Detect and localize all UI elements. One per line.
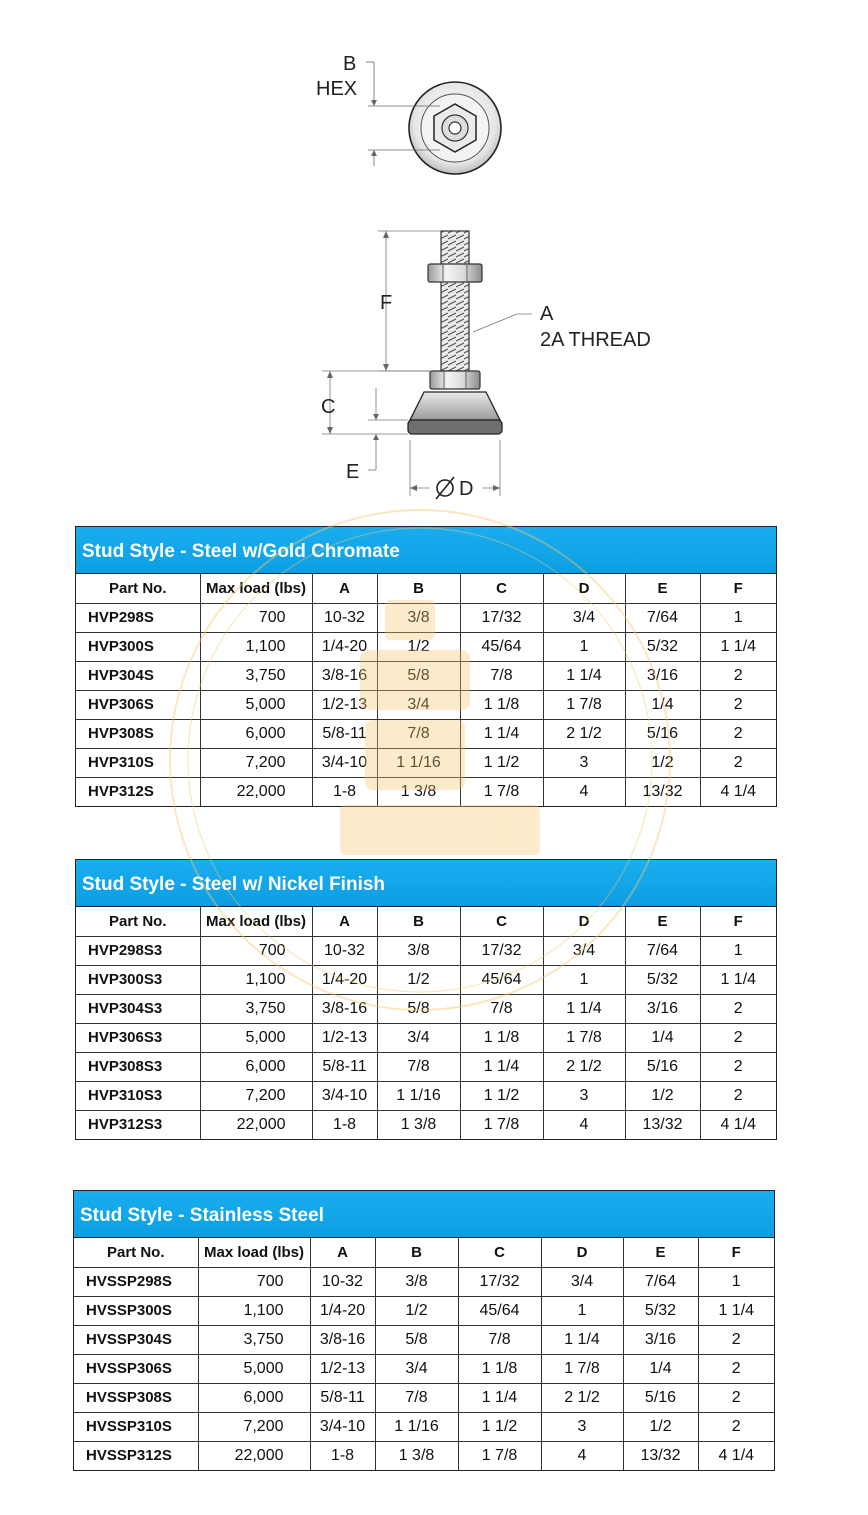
spec-cell: 1-8 [312, 1110, 377, 1139]
spec-table-gold-chromate [75, 526, 777, 807]
table-row [76, 936, 776, 965]
table-row [74, 1383, 774, 1412]
spec-cell: 1 1/4 [460, 1052, 543, 1081]
spec-cell: 17/32 [460, 603, 543, 632]
spec-cell: 7,200 [200, 748, 312, 777]
table-row [76, 1023, 776, 1052]
spec-cell: 4 1/4 [718, 1446, 755, 1464]
table-row [74, 1325, 774, 1354]
spec-cell: 3/4-10 [312, 748, 377, 777]
spec-cell: 1/4 [623, 1354, 698, 1383]
table-row [76, 965, 776, 994]
spec-cell: 1 1/16 [375, 1412, 458, 1441]
spec-cell: 6,000 [198, 1383, 310, 1412]
col-header: B [377, 574, 460, 603]
spec-cell: 3/4-10 [310, 1412, 375, 1441]
top-view [366, 62, 501, 174]
dim-label-hex: HEX [316, 78, 358, 100]
header-row [76, 907, 776, 936]
spec-table-nickel-finish [75, 859, 777, 1140]
spec-cell: 2 [698, 1354, 774, 1383]
spec-table-stainless-steel [73, 1190, 775, 1471]
table-row [74, 1441, 774, 1470]
spec-cell: 1 7/8 [543, 690, 625, 719]
col-header: F [700, 907, 776, 936]
spec-cell: 2 [700, 661, 776, 690]
spec-cell: 7,200 [198, 1412, 310, 1441]
col-header: Max load (lbs) [200, 574, 312, 603]
spec-cell: 1/2-13 [312, 690, 377, 719]
spec-cell: 4 [543, 1110, 625, 1139]
part-number-cell: HVP306S3 [76, 1023, 200, 1052]
table-row [76, 1081, 776, 1110]
spec-cell: 1 1/8 [460, 1023, 543, 1052]
spec-cell: 2 [700, 994, 776, 1023]
spec-cell: 1 1/8 [460, 690, 543, 719]
spec-grid [76, 907, 776, 1139]
spec-cell: 1 1/4 [541, 1325, 623, 1354]
part-number-cell: HVP300S [76, 632, 200, 661]
table-row [76, 994, 776, 1023]
table-row [76, 719, 776, 748]
header-row [76, 574, 776, 603]
col-header: E [625, 574, 700, 603]
spec-cell: 3/8-16 [310, 1325, 375, 1354]
spec-cell: 3 [541, 1412, 623, 1441]
spec-cell: 700 [198, 1267, 310, 1296]
table-row [74, 1267, 774, 1296]
spec-cell: 10-32 [310, 1267, 375, 1296]
part-number-cell: HVSSP306S [74, 1354, 198, 1383]
spec-cell: 7/64 [625, 936, 700, 965]
col-header: C [458, 1238, 541, 1267]
table-row [74, 1296, 774, 1325]
col-header: E [625, 907, 700, 936]
spec-cell: 1/2 [625, 1081, 700, 1110]
col-header: E [623, 1238, 698, 1267]
spec-cell: 3/4-10 [312, 1081, 377, 1110]
spec-cell: 1/4-20 [310, 1296, 375, 1325]
spec-cell: 1 [543, 965, 625, 994]
spec-cell: 3,750 [198, 1325, 310, 1354]
spec-cell: 6,000 [200, 1052, 312, 1081]
spec-cell: 2 1/2 [543, 719, 625, 748]
part-number-cell: HVP310S [76, 748, 200, 777]
spec-cell: 2 [700, 748, 776, 777]
spec-cell: 2 [700, 1052, 776, 1081]
spec-cell: 13/32 [625, 777, 700, 806]
spec-grid [76, 574, 776, 806]
col-header: B [375, 1238, 458, 1267]
table-row [76, 661, 776, 690]
spec-cell: 3/16 [625, 994, 700, 1023]
spec-cell: 2 [698, 1325, 774, 1354]
col-header: A [310, 1238, 375, 1267]
spec-cell: 1/2 [377, 965, 460, 994]
spec-cell: 3/8-16 [312, 994, 377, 1023]
spec-cell: 1 [700, 603, 776, 632]
spec-cell: 1-8 [312, 777, 377, 806]
spec-cell: 5,000 [200, 690, 312, 719]
table-row [74, 1412, 774, 1441]
spec-cell: 10-32 [312, 603, 377, 632]
spec-cell: 5/8 [377, 994, 460, 1023]
spec-cell: 1 1/4 [543, 661, 625, 690]
spec-cell: 1 7/8 [458, 1441, 541, 1470]
spec-cell: 1 1/16 [377, 748, 460, 777]
spec-cell: 1 1/8 [458, 1354, 541, 1383]
dim-label-f: F [380, 292, 393, 314]
col-header: A [312, 574, 377, 603]
spec-cell: 3 [543, 1081, 625, 1110]
spec-cell: 45/64 [460, 632, 543, 661]
spec-cell: 1,100 [200, 965, 312, 994]
part-number-cell: HVSSP300S [74, 1296, 198, 1325]
part-number-cell: HVSSP308S [74, 1383, 198, 1412]
spec-cell: 7/8 [375, 1383, 458, 1412]
part-number-cell: HVP308S [76, 719, 200, 748]
spec-cell: 5/32 [625, 632, 700, 661]
spec-cell: 45/64 [458, 1296, 541, 1325]
spec-cell: 5/8-11 [310, 1383, 375, 1412]
spec-cell: 1/4-20 [312, 632, 377, 661]
spec-cell: 3/4 [543, 936, 625, 965]
spec-cell: 3/8 [377, 603, 460, 632]
spec-cell: 1 [541, 1296, 623, 1325]
spec-cell: 3 [543, 748, 625, 777]
spec-cell: 10-32 [312, 936, 377, 965]
spec-cell: 1 1/4 [700, 632, 776, 661]
part-number-cell: HVP300S3 [76, 965, 200, 994]
dim-label-a: A [540, 303, 554, 325]
spec-cell: 45/64 [460, 965, 543, 994]
spec-cell: 1 3/8 [377, 1110, 460, 1139]
dim-label-thread: 2A THREAD [540, 329, 651, 351]
spec-cell: 5/16 [625, 719, 700, 748]
spec-cell: 1,100 [198, 1296, 310, 1325]
spec-cell: 1 [698, 1267, 774, 1296]
spec-cell: 1/4 [625, 1023, 700, 1052]
spec-cell: 1 3/8 [377, 777, 460, 806]
spec-cell: 17/32 [458, 1267, 541, 1296]
table-row [74, 1354, 774, 1383]
spec-cell: 4 [541, 1441, 623, 1470]
part-number-cell: HVP304S [76, 661, 200, 690]
spec-cell: 5/8 [375, 1325, 458, 1354]
spec-cell: 1/2 [623, 1412, 698, 1441]
spec-cell: 1/2-13 [310, 1354, 375, 1383]
part-number-cell: HVSSP298S [74, 1267, 198, 1296]
part-number-cell: HVP312S [76, 777, 200, 806]
dim-label-e: E [346, 461, 360, 483]
part-number-cell: HVP298S3 [76, 936, 200, 965]
spec-cell: 3,750 [200, 661, 312, 690]
table-title: Stud Style - Steel w/ Nickel Finish [76, 860, 776, 907]
col-header: Max load (lbs) [198, 1238, 310, 1267]
spec-cell: 1 7/8 [460, 1110, 543, 1139]
spec-cell: 3/4 [377, 1023, 460, 1052]
spec-cell: 22,000 [200, 777, 312, 806]
spec-cell: 1 1/2 [460, 748, 543, 777]
spec-cell: 2 [700, 690, 776, 719]
spec-cell: 2 [698, 1383, 774, 1412]
spec-cell: 1 1/4 [460, 719, 543, 748]
spec-cell: 13/32 [623, 1441, 698, 1470]
spec-cell: 7/8 [460, 661, 543, 690]
spec-cell: 2 1/2 [541, 1383, 623, 1412]
spec-cell: 4 [543, 777, 625, 806]
table-row [76, 632, 776, 661]
spec-cell: 1 1/16 [377, 1081, 460, 1110]
part-number-cell: HVP306S [76, 690, 200, 719]
spec-cell: 3/8-16 [312, 661, 377, 690]
spec-cell: 1 7/8 [543, 1023, 625, 1052]
col-header: D [541, 1238, 623, 1267]
header-row [74, 1238, 774, 1267]
spec-cell: 6,000 [200, 719, 312, 748]
spec-cell: 3/16 [623, 1325, 698, 1354]
technical-drawing [0, 0, 868, 510]
part-number-cell: HVSSP304S [74, 1325, 198, 1354]
spec-cell: 2 [700, 1023, 776, 1052]
part-number-cell: HVSSP312S [74, 1441, 198, 1470]
part-number-cell: HVSSP310S [74, 1412, 198, 1441]
col-header: Part No. [76, 907, 200, 936]
spec-cell: 1 [543, 632, 625, 661]
part-number-cell: HVP312S3 [76, 1110, 200, 1139]
spec-cell: 7/8 [460, 994, 543, 1023]
spec-cell: 22,000 [198, 1441, 310, 1470]
spec-cell: 3/8 [377, 936, 460, 965]
spec-cell: 5,000 [198, 1354, 310, 1383]
col-header: D [543, 907, 625, 936]
spec-cell: 5/8-11 [312, 1052, 377, 1081]
spec-cell: 700 [200, 936, 312, 965]
spec-cell: 1 [700, 936, 776, 965]
col-header: B [377, 907, 460, 936]
spec-cell: 3/4 [541, 1267, 623, 1296]
spec-cell: 5/16 [623, 1383, 698, 1412]
spec-cell: 4 1/4 [720, 1115, 757, 1133]
col-header: Max load (lbs) [200, 907, 312, 936]
spec-cell: 1/4-20 [312, 965, 377, 994]
table-row [76, 690, 776, 719]
spec-cell: 1-8 [310, 1441, 375, 1470]
spec-cell: 5/8-11 [312, 719, 377, 748]
spec-cell: 1/2 [375, 1296, 458, 1325]
col-header: F [700, 574, 776, 603]
spec-cell: 2 [700, 1081, 776, 1110]
spec-cell: 13/32 [625, 1110, 700, 1139]
spec-cell: 5/32 [625, 965, 700, 994]
spec-cell: 1/4 [625, 690, 700, 719]
col-header: A [312, 907, 377, 936]
spec-cell: 1,100 [200, 632, 312, 661]
table-row [76, 1110, 776, 1139]
spec-cell: 22,000 [200, 1110, 312, 1139]
dim-label-d: D [459, 478, 474, 500]
spec-cell: 1 7/8 [460, 777, 543, 806]
spec-cell: 7,200 [200, 1081, 312, 1110]
leveling-foot-drawing [0, 0, 868, 510]
side-view [322, 231, 532, 499]
table-title: Stud Style - Steel w/Gold Chromate [76, 527, 776, 574]
spec-cell: 3/8 [375, 1267, 458, 1296]
spec-cell: 7/64 [623, 1267, 698, 1296]
spec-cell: 700 [200, 603, 312, 632]
part-number-cell: HVP298S [76, 603, 200, 632]
col-header: F [698, 1238, 774, 1267]
spec-cell: 2 [700, 719, 776, 748]
spec-cell: 1 1/2 [460, 1081, 543, 1110]
spec-cell: 3/4 [543, 603, 625, 632]
spec-cell: 5/16 [625, 1052, 700, 1081]
spec-cell: 3/4 [377, 690, 460, 719]
spec-cell: 2 [698, 1412, 774, 1441]
table-title: Stud Style - Stainless Steel [74, 1191, 774, 1238]
spec-cell: 17/32 [460, 936, 543, 965]
part-number-cell: HVP310S3 [76, 1081, 200, 1110]
spec-cell: 5/8 [377, 661, 460, 690]
dim-label-c: C [321, 396, 336, 418]
col-header: C [460, 907, 543, 936]
part-number-cell: HVP308S3 [76, 1052, 200, 1081]
spec-cell: 7/8 [458, 1325, 541, 1354]
spec-cell: 1 1/4 [543, 994, 625, 1023]
spec-cell: 7/8 [377, 1052, 460, 1081]
part-number-cell: HVP304S3 [76, 994, 200, 1023]
spec-cell: 3/4 [375, 1354, 458, 1383]
spec-cell: 1 7/8 [541, 1354, 623, 1383]
spec-cell: 7/64 [625, 603, 700, 632]
col-header: D [543, 574, 625, 603]
spec-cell: 1 1/4 [700, 965, 776, 994]
spec-cell: 5,000 [200, 1023, 312, 1052]
spec-cell: 3,750 [200, 994, 312, 1023]
spec-cell: 1 1/4 [458, 1383, 541, 1412]
spec-grid [74, 1238, 774, 1470]
spec-cell: 3/16 [625, 661, 700, 690]
spec-cell: 1 1/2 [458, 1412, 541, 1441]
table-row [76, 603, 776, 632]
col-header: Part No. [74, 1238, 198, 1267]
spec-cell: 1 3/8 [375, 1441, 458, 1470]
table-row [76, 1052, 776, 1081]
spec-cell: 7/8 [377, 719, 460, 748]
spec-cell: 5/32 [623, 1296, 698, 1325]
spec-cell: 1/2 [377, 632, 460, 661]
spec-cell: 4 1/4 [720, 782, 757, 800]
spec-cell: 2 1/2 [543, 1052, 625, 1081]
table-row [76, 777, 776, 806]
table-row [76, 748, 776, 777]
spec-cell: 1/2 [625, 748, 700, 777]
spec-cell: 1/2-13 [312, 1023, 377, 1052]
dim-label-b: B [343, 53, 357, 75]
col-header: Part No. [76, 574, 200, 603]
col-header: C [460, 574, 543, 603]
spec-cell: 1 1/4 [698, 1296, 774, 1325]
